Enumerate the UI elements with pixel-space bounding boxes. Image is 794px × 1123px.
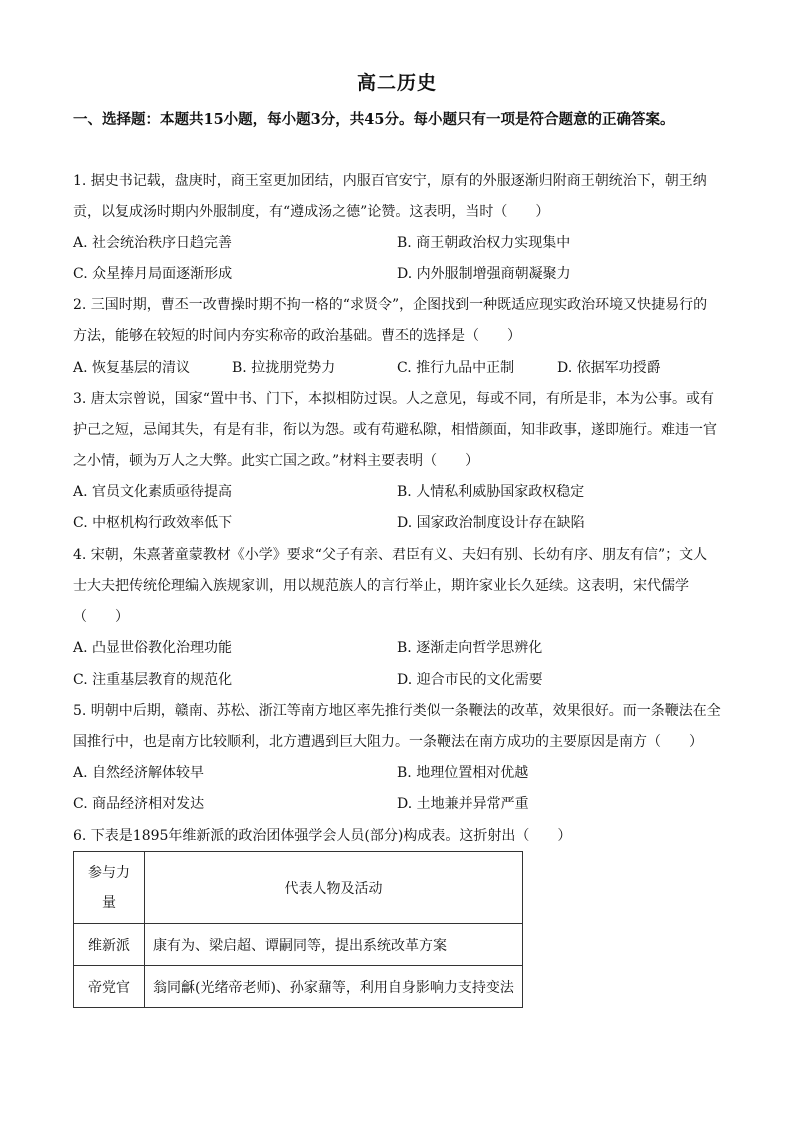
question-5-stem-line-1: 5. 明朝中后期，赣南、苏松、浙江等南方地区率先推行类似一条鞭法的改革，效果很好。而一条鞭法在全: [73, 703, 721, 719]
question-4-option-d: D. 迎合市民的文化需要: [397, 672, 543, 688]
question-1-option-b: B. 商王朝政治权力实现集中: [397, 235, 571, 251]
question-2-option-c: C. 推行九品中正制: [397, 360, 515, 376]
question-5-option-a: A. 自然经济解体较早: [73, 765, 205, 781]
question-5-option-c: C. 商品经济相对发达: [73, 796, 205, 812]
table-header-col1: [74, 852, 145, 924]
question-4-option-b: B. 逐渐走向哲学思辨化: [397, 640, 543, 656]
question-3-stem-line-1: 3. 唐太宗曾说，国家“置中书、门下，本拟相防过误。人之意见，每或不同，有所是非，本为公事。或有: [73, 391, 714, 407]
question-4-stem-line-3: （ ）: [73, 609, 129, 625]
table-cell-group: 帝党官: [74, 966, 145, 1008]
table-cell-desc: 康有为、梁启超、谭嗣同等，提出系统改革方案: [145, 924, 523, 966]
question-2-option-d: D. 依据军功授爵: [557, 360, 661, 376]
table-header-col1-line-2: 量: [102, 894, 116, 911]
question-3-stem-line-3: 之小情，顿为万人之大弊。此实亡国之政。”材料主要表明（ ）: [73, 453, 480, 469]
question-2-option-b: B. 拉拢朋党势力: [232, 360, 336, 376]
member-composition-table: [73, 851, 523, 1008]
question-3-option-c: C. 中枢机构行政效率低下: [73, 515, 233, 531]
question-4-stem-line-2: 士大夫把传统伦理编入族规家训，用以规范族人的言行举止，期许家业长久延续。这表明，宋代儒学: [73, 578, 689, 594]
question-4-option-a: A. 凸显世俗教化治理功能: [73, 640, 233, 656]
table-header-row: [74, 852, 523, 924]
question-1-stem-line-1: 1. 据史书记载，盘庚时，商王室更加团结，内服百官安宁，原有的外服逐渐归附商王朝统治下，朝王纳: [73, 173, 707, 189]
section-heading: 一、选择题：本题共15小题，每小题3分，共45分。每小题只有一项是符合题意的正确答案。: [73, 111, 675, 128]
question-2-stem-line-1: 2. 三国时期，曹丕一改曹操时期不拘一格的“求贤令”，企图找到一种既适应现实政治环境又快捷易行的: [73, 297, 708, 313]
question-2-option-a: A. 恢复基层的清议: [73, 360, 191, 376]
table-cell-desc: 翁同龢(光绪帝老师)、孙家鼐等，利用自身影响力支持变法: [145, 966, 523, 1008]
question-3-option-a: A. 官员文化素质亟待提高: [73, 484, 233, 500]
table-cell-group: 维新派: [74, 924, 145, 966]
question-3-option-b: B. 人情私利威胁国家政权稳定: [397, 484, 585, 500]
question-5-option-b: B. 地理位置相对优越: [397, 765, 529, 781]
question-1-option-d: D. 内外服制增强商朝凝聚力: [397, 266, 571, 282]
question-2-stem-line-2: 方法，能够在较短的时间内夯实称帝的政治基础。曹丕的选择是（ ）: [73, 328, 521, 344]
table-row: [74, 924, 523, 966]
question-3-option-d: D. 国家政治制度设计存在缺陷: [397, 515, 585, 531]
question-1-option-a: A. 社会统治秩序日趋完善: [73, 235, 233, 251]
question-4-option-c: C. 注重基层教育的规范化: [73, 672, 233, 688]
question-1-stem-line-2: 贡，以复成汤时期内外服制度，有“遵成汤之德”论赞。这表明，当时（ ）: [73, 204, 550, 220]
table-header-col1-line-1: 参与力: [88, 864, 130, 881]
table-header-col2: 代表人物及活动: [145, 852, 523, 924]
question-5-option-d: D. 土地兼并异常严重: [397, 796, 529, 812]
table-row: [74, 966, 523, 1008]
page-title: 高二历史: [356, 72, 437, 94]
question-4-stem-line-1: 4. 宋朝，朱熹著童蒙教材《小学》要求“父子有亲、君臣有义、夫妇有别、长幼有序、朋友有信”；文人: [73, 547, 708, 563]
question-5-stem-line-2: 国推行中，也是南方比较顺利，北方遭遇到巨大阻力。一条鞭法在南方成功的主要原因是南方（ ）: [73, 734, 703, 750]
question-6-stem-line-1: 6. 下表是1895年维新派的政治团体强学会人员(部分)构成表。这折射出（ ）: [73, 828, 572, 844]
question-1-option-c: C. 众星捧月局面逐渐形成: [73, 266, 233, 282]
question-3-stem-line-2: 护己之短，忌闻其失，有是有非，衔以为怨。或有苟避私隙，相惜颜面，知非政事，遂即施行。难违一官: [73, 422, 717, 438]
